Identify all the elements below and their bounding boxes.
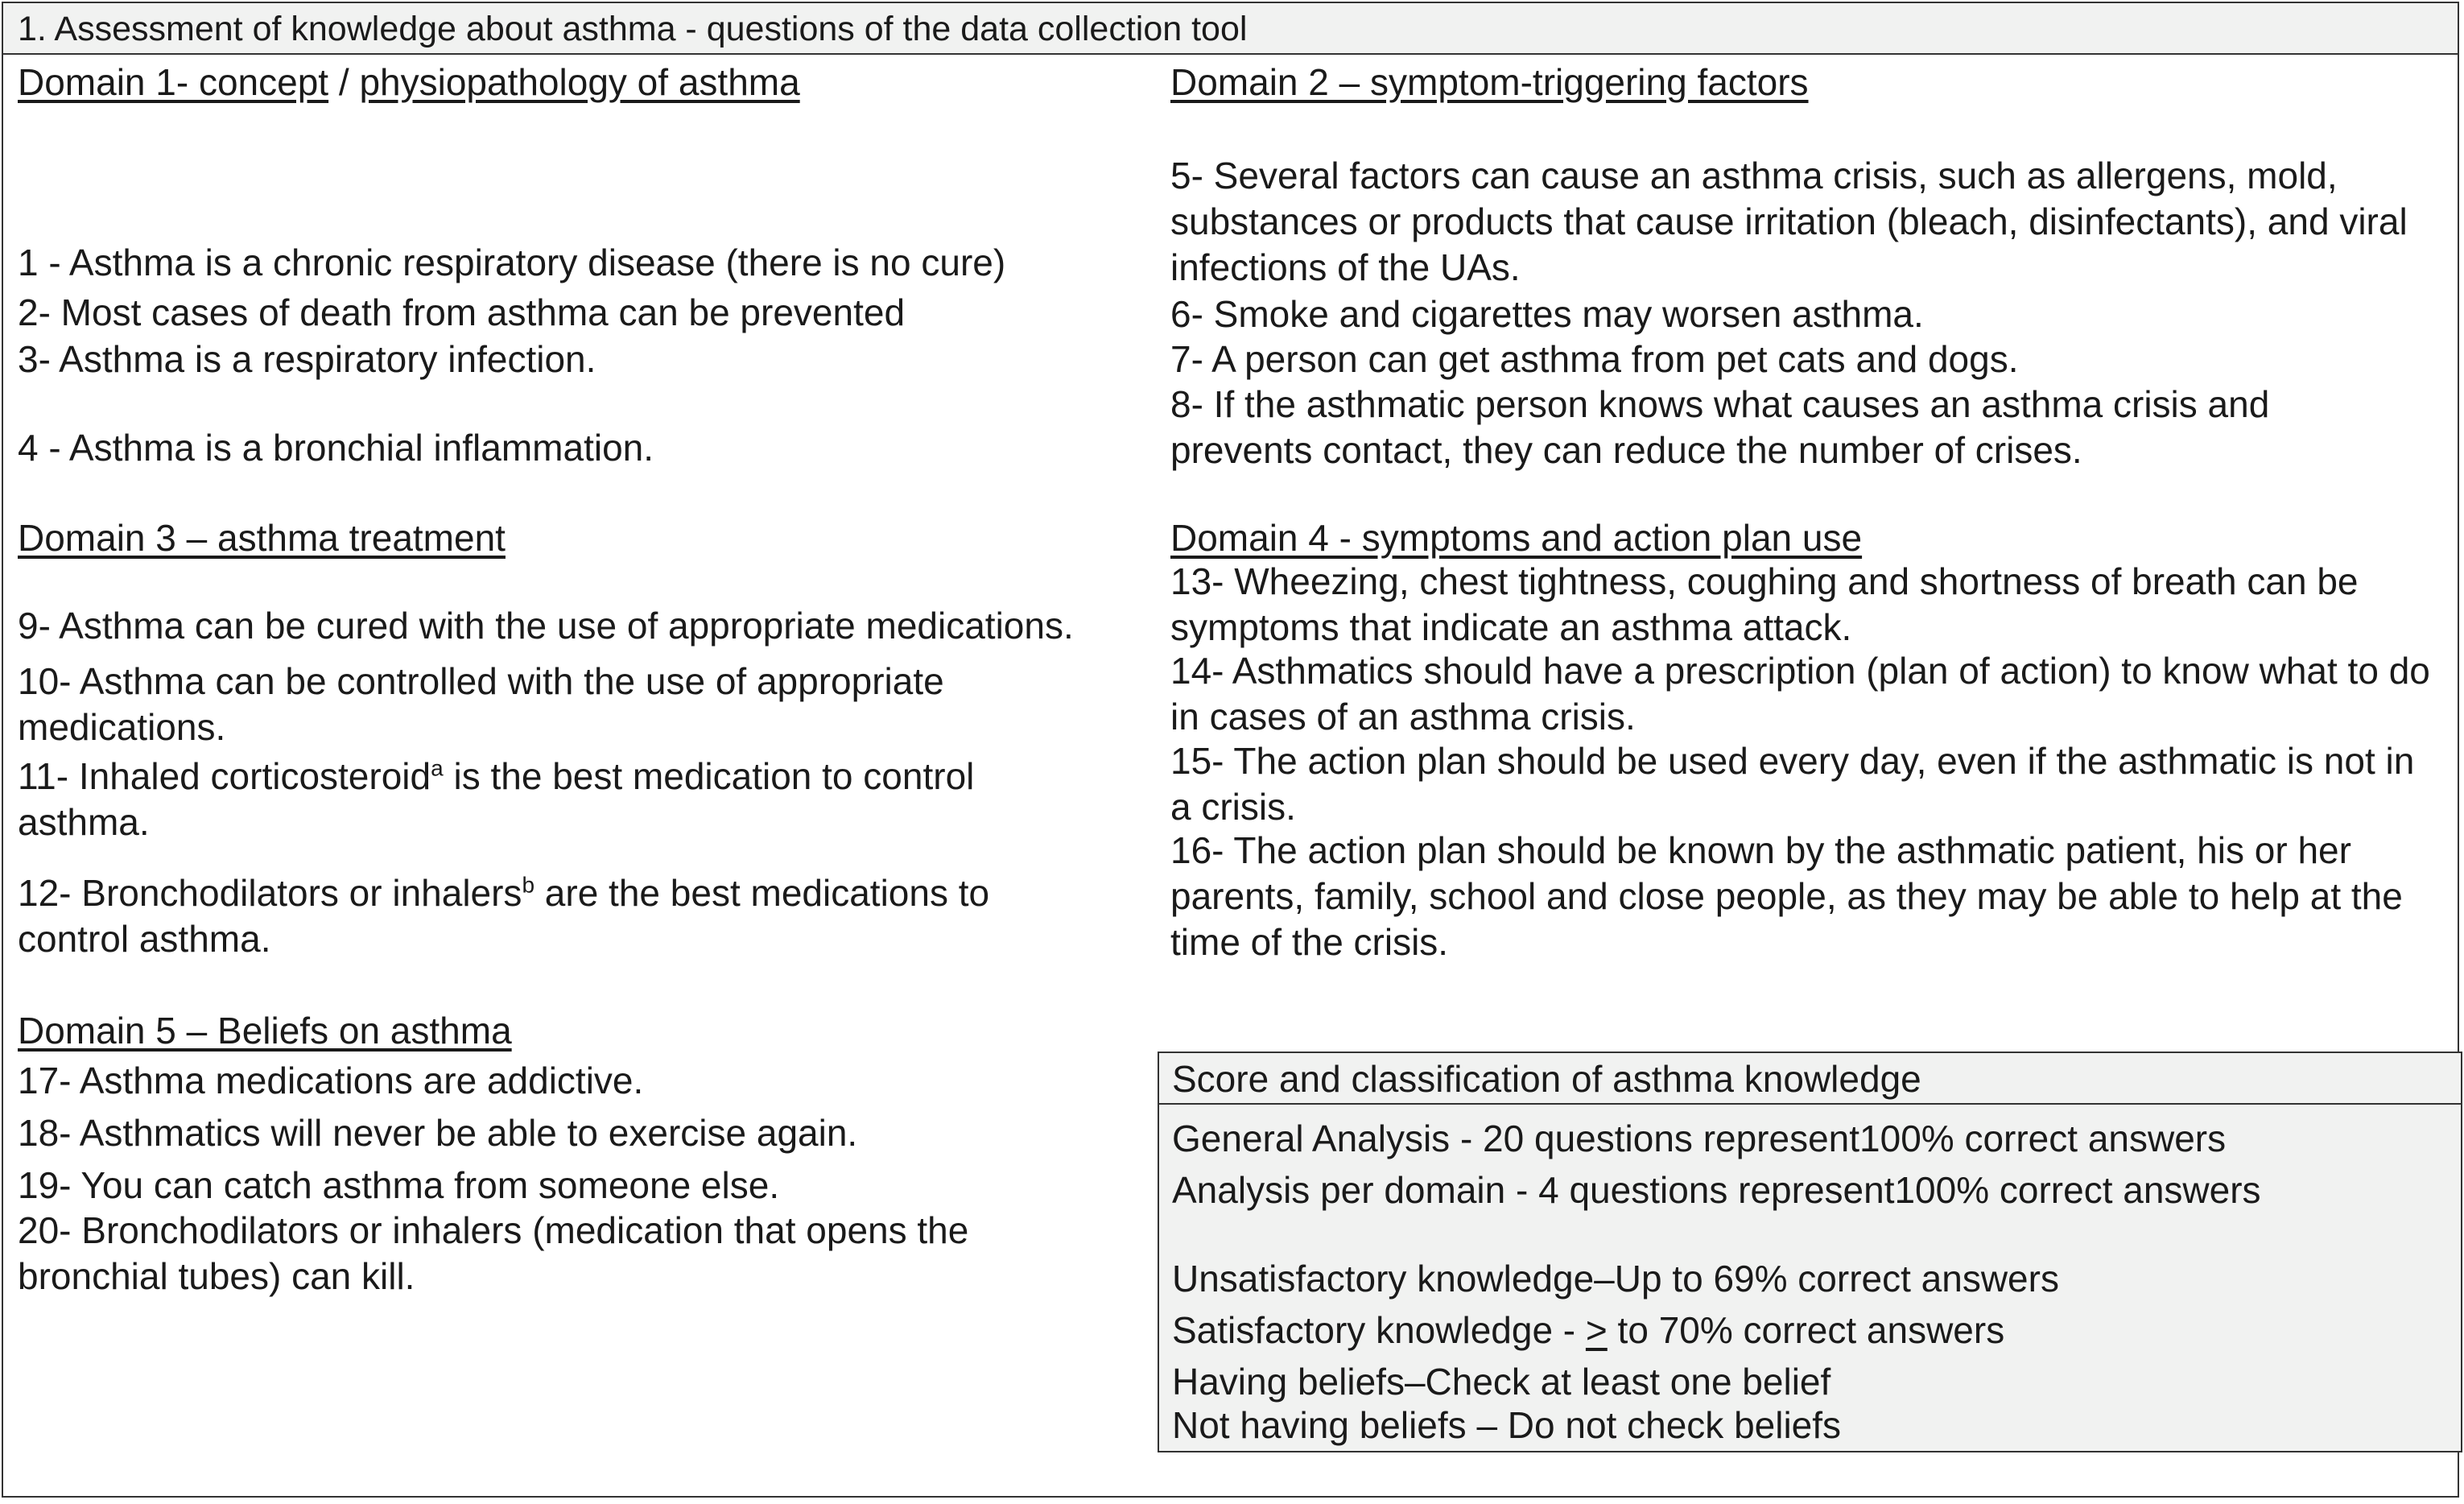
score-general-analysis: General Analysis - 20 questions represent100% correct answers (1172, 1118, 2227, 1159)
domain3-item-11 (18, 754, 1080, 845)
domain3-item-12-text: 12- Bronchodilators or inhalers (18, 872, 522, 914)
score-classification-box (1158, 1052, 2462, 1452)
domain4-item-14: 14- Asthmatics should have a prescription (plan of action) to know what to do in cases of an asthma crisis. (1170, 650, 2430, 738)
score-satisfactory-label: Satisfactory knowledge - (1172, 1309, 1586, 1351)
footnote-a: a (431, 755, 444, 781)
domain5-item-20: 20- Bronchodilators or inhalers (medication that opens the bronchial tubes) can kill. (18, 1209, 969, 1297)
domain3-item-10: 10- Asthma can be controlled with the use of appropriate medications. (18, 660, 944, 748)
domain1-heading-concept: Domain 1- concept (18, 61, 329, 103)
domain3-item-11-text: 11- Inhaled corticosteroid (18, 755, 431, 797)
score-having-beliefs: Having beliefs–Check at least one belief (1172, 1361, 1831, 1403)
domain3-item-12-rest: are the best medications to control asthma. (18, 872, 990, 960)
score-satisfactory (1172, 1308, 2004, 1353)
domain1-heading-physiopathology: physiopathology of asthma (359, 61, 800, 103)
score-unsatisfactory: Unsatisfactory knowledge–Up to 69% correct answers (1172, 1258, 2059, 1299)
domain1-item-2: 2- Most cases of death from asthma can be prevented (18, 291, 906, 333)
domain3-heading: Domain 3 – asthma treatment (18, 517, 506, 559)
domain5-item-18: 18- Asthmatics will never be able to exercise again. (18, 1112, 858, 1154)
domain2-item-5: 5- Several factors can cause an asthma crisis, such as allergens, mold, substances or products that cause irritation (bleach, disinfectants), and viral infections of the UAs. (1170, 155, 2408, 288)
domain1-heading (18, 60, 800, 105)
score-heading: Score and classification of asthma knowledge (1159, 1053, 2461, 1105)
domain4-item-15: 15- The action plan should be used every day, even if the asthmatic is not in a crisis. (1170, 740, 2415, 828)
assessment-table (2, 2, 2459, 1498)
domain1-item-1: 1 - Asthma is a chronic respiratory disease (there is no cure) (18, 242, 1006, 283)
domain2-heading: Domain 2 – symptom-triggering factors (1170, 61, 1809, 103)
score-domain-analysis: Analysis per domain - 4 questions represent100% correct answers (1172, 1169, 2261, 1211)
domain5-heading: Domain 5 – Beliefs on asthma (18, 1010, 512, 1052)
domain2-item-6: 6- Smoke and cigarettes may worsen asthma. (1170, 293, 1924, 335)
domain1-heading-sep: / (328, 61, 360, 103)
score-satisfactory-value: to 70% correct answers (1607, 1309, 2005, 1351)
domain4-item-13: 13- Wheezing, chest tightness, coughing and shortness of breath can be symptoms that indicate an asthma attack. (1170, 560, 2359, 648)
domain5-item-17: 17- Asthma medications are addictive. (18, 1060, 644, 1101)
domain4-heading: Domain 4 - symptoms and action plan use (1170, 517, 1863, 559)
table-title: 1. Assessment of knowledge about asthma - questions of the data collection tool (3, 3, 2458, 55)
domain5-item-19: 19- You can catch asthma from someone else. (18, 1164, 780, 1206)
domain3-item-12 (18, 870, 1080, 962)
greater-equal-symbol: > (1585, 1309, 1608, 1351)
domain1-item-3: 3- Asthma is a respiratory infection. (18, 338, 596, 380)
footnote-b: b (522, 872, 535, 898)
domain3-item-11-rest: is the best medication to control asthma. (18, 755, 975, 843)
domain2-item-8: 8- If the asthmatic person knows what causes an asthma crisis and prevents contact, they can reduce the number of crises. (1170, 383, 2270, 471)
score-no-beliefs: Not having beliefs – Do not check beliefs (1172, 1404, 1842, 1446)
domain2-item-7: 7- A person can get asthma from pet cats and dogs. (1170, 338, 2019, 380)
domain1-item-4: 4 - Asthma is a bronchial inflammation. (18, 427, 654, 469)
domain3-item-9: 9- Asthma can be cured with the use of appropriate medications. (18, 605, 1074, 647)
domain4-item-16: 16- The action plan should be known by the asthmatic patient, his or her parents, family, school and close people, as they may be able to help at the time of the crisis. (1170, 829, 2403, 963)
